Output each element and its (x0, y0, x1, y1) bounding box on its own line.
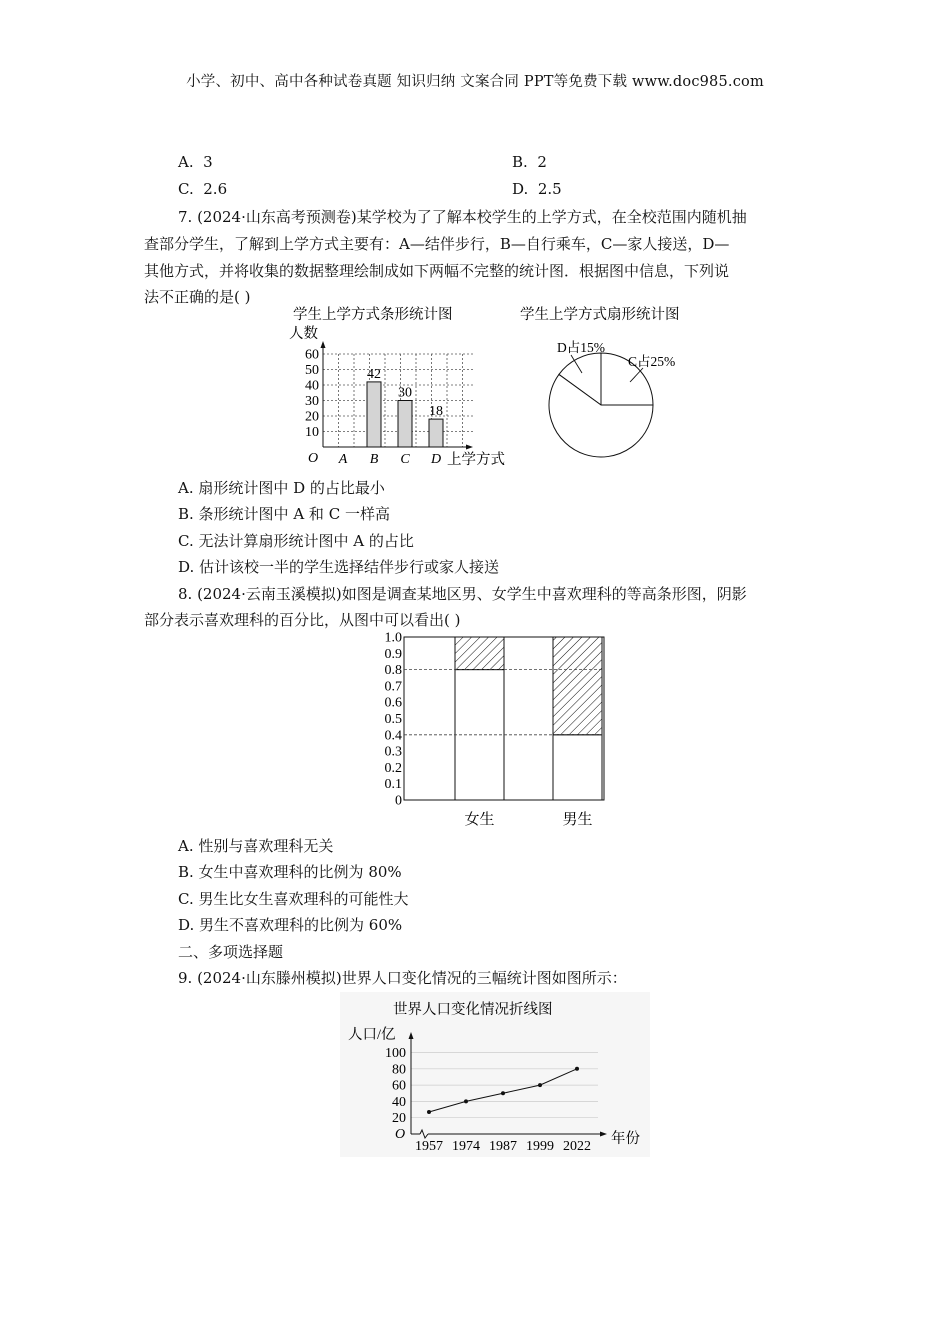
x-tick-label: 女生 (464, 812, 495, 828)
q7-option-b: B. 条形统计图中 A 和 C 一样高 (178, 505, 390, 523)
q6-option-a (178, 153, 213, 171)
q7-option-d: D. 估计该校一半的学生选择结伴步行或家人接送 (178, 558, 500, 576)
y-tick-label: 40 (305, 378, 319, 394)
data-point (427, 1110, 431, 1114)
q8-option-d: D. 男生不喜欢理科的比例为 60% (178, 916, 403, 934)
q6-option-c (178, 180, 227, 198)
pie-label-d: D占15% (557, 340, 605, 355)
pie-chart-title: 学生上学方式扇形统计图 (520, 307, 680, 323)
y-tick-label: 0.2 (384, 760, 402, 776)
line-chart-xlabel: 年份 (611, 1131, 640, 1147)
q7-line-1: 7. (2024·山东高考预测卷)某学校为了了解本校学生的上学方式，在全校范围内随机抽 (178, 208, 747, 226)
y-tick-label: 20 (392, 1111, 406, 1127)
y-tick-label: 0.6 (384, 695, 402, 711)
y-tick-label: 0.4 (384, 728, 402, 744)
bar-value-label: 30 (398, 385, 412, 401)
x-tick-label: B (369, 452, 379, 467)
y-tick-label: 0.1 (384, 777, 402, 793)
line-chart-title: 世界人口变化情况折线图 (393, 1002, 553, 1018)
pie-label-c: C占25% (628, 354, 676, 369)
q7-option-c: C. 无法计算扇形统计图中 A 的占比 (178, 532, 414, 550)
bar-chart-xticks (338, 452, 441, 467)
y-tick-label: 1.0 (384, 630, 402, 646)
x-tick-label: 2022 (563, 1139, 591, 1154)
line-chart-xticks (415, 1139, 591, 1154)
bar-segment-not-liking (553, 735, 602, 800)
q6-option-b (512, 153, 547, 171)
data-point (464, 1099, 468, 1103)
stacked-chart-bars (455, 637, 602, 800)
science-preference-chart (370, 628, 610, 833)
school-commute-bar-chart (285, 305, 520, 470)
y-tick-label: 0.5 (384, 712, 402, 727)
y-tick-label: 100 (385, 1046, 406, 1061)
bar-segment-liking (553, 637, 602, 735)
x-tick-label: A (338, 452, 348, 467)
section-title: 二、多项选择题 (178, 943, 284, 961)
x-tick-label: 男生 (562, 812, 593, 828)
option-letter: B. (512, 153, 528, 171)
bar-chart-yticks (305, 348, 319, 441)
school-commute-pie-chart (512, 305, 712, 470)
line-chart-ylabel: 人口/亿 (348, 1027, 396, 1043)
x-tick-label: 1974 (452, 1139, 480, 1154)
q7-option-a: A. 扇形统计图中 D 的占比最小 (178, 479, 385, 497)
option-letter: C. (178, 180, 194, 198)
y-tick-label: 40 (392, 1094, 406, 1110)
y-tick-label: 0 (395, 793, 402, 809)
page-header: 小学、初中、高中各种试卷真题 知识归纳 文案合同 PPT等免费下载 www.doc985.com (186, 74, 764, 90)
bar-C (398, 401, 412, 448)
q7-line-4: 法不正确的是( ) (144, 288, 251, 306)
y-tick-label: 60 (305, 347, 319, 363)
option-value: 2 (537, 153, 547, 171)
y-tick-label: 60 (392, 1078, 406, 1094)
q9-line-1: 9. (2024·山东滕州模拟)世界人口变化情况的三幅统计图如图所示： (178, 969, 627, 987)
q6-option-d (512, 180, 562, 198)
option-value: 2.6 (203, 180, 228, 198)
bar-segment-liking (455, 637, 504, 670)
x-tick-label: C (400, 452, 410, 467)
q7-line-3: 其他方式，并将收集的数据整理绘制成如下两幅不完整的统计图．根据图中信息，下列说 (144, 262, 730, 280)
bar-value-label: 42 (367, 366, 381, 382)
option-value: 2.5 (537, 180, 562, 198)
line-chart-origin: O (395, 1127, 406, 1142)
option-letter: A. (178, 153, 194, 171)
stacked-chart-yticks (385, 631, 403, 809)
bar-chart-ylabel: 人数 (289, 326, 318, 342)
data-point (501, 1091, 505, 1095)
x-tick-label: 1957 (415, 1139, 443, 1154)
y-tick-label: 20 (305, 409, 319, 425)
y-tick-label: 30 (305, 394, 319, 409)
y-tick-label: 0.7 (384, 679, 402, 695)
bar-D (429, 419, 443, 447)
y-tick-label: 80 (392, 1062, 406, 1078)
bar-chart-xlabel: 上学方式 (447, 452, 505, 468)
x-tick-label: 1987 (489, 1139, 517, 1154)
x-axis-arrow (466, 445, 473, 450)
q8-line-1: 8. (2024·云南玉溪模拟)如图是调查某地区男、女学生中喜欢理科的等高条形图，阴影 (178, 585, 747, 603)
bar-value-label: 18 (429, 404, 443, 420)
x-tick-label: 1999 (526, 1139, 554, 1154)
world-population-line-chart (340, 992, 650, 1157)
bar-chart-title: 学生上学方式条形统计图 (293, 307, 453, 323)
y-tick-label: 50 (305, 363, 319, 378)
data-point (538, 1083, 542, 1087)
data-point (575, 1067, 579, 1071)
bar-chart-origin: O (308, 451, 319, 466)
q8-line-2: 部分表示喜欢理科的百分比，从图中可以看出( ) (144, 611, 461, 629)
bar-B (367, 382, 381, 447)
y-tick-label: 0.8 (384, 663, 402, 679)
stacked-chart-xticks (464, 811, 592, 828)
option-letter: D. (512, 180, 529, 198)
y-tick-label: 10 (305, 425, 319, 440)
q8-option-b: B. 女生中喜欢理科的比例为 80% (178, 863, 402, 881)
q8-option-a: A. 性别与喜欢理科无关 (178, 837, 334, 855)
q8-option-c: C. 男生比女生喜欢理科的可能性大 (178, 890, 409, 908)
q7-line-2: 查部分学生，了解到上学方式主要有：A—结伴步行，B—自行乘车，C—家人接送，D— (144, 235, 730, 253)
y-axis-arrow (321, 341, 326, 348)
y-tick-label: 0.9 (384, 646, 402, 662)
y-tick-label: 0.3 (384, 744, 402, 760)
x-tick-label: D (430, 452, 442, 467)
option-value: 3 (203, 153, 213, 171)
